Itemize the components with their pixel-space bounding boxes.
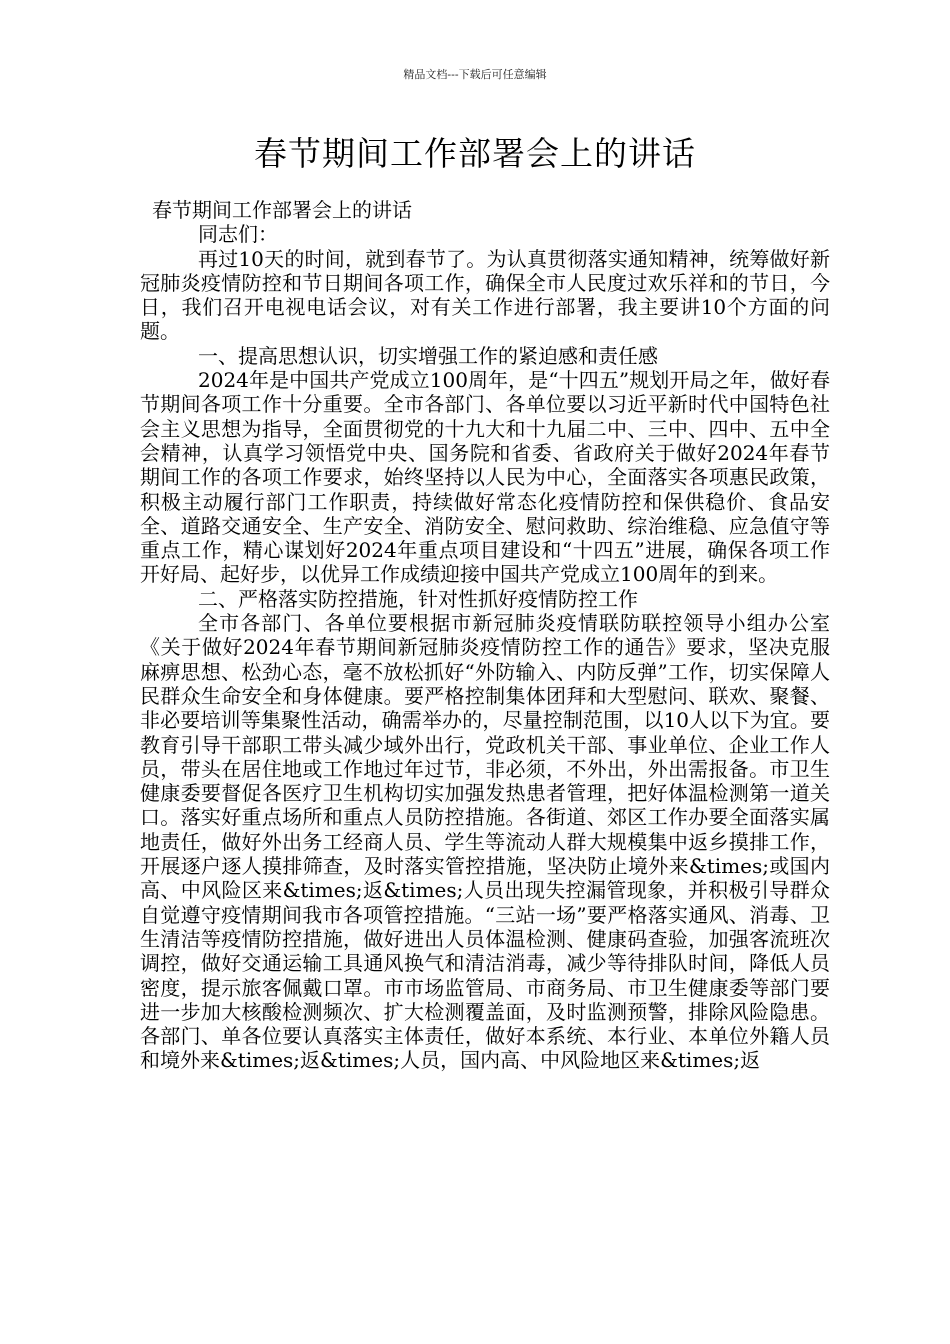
- header-note: 精品文档---下载后可任意编辑: [403, 68, 547, 81]
- paragraph-section-2: 全市各部门、各单位要根据市新冠肺炎疫情联防联控领导小组办公室《关于做好2024年春节期间新冠肺炎疫情防控工作的通告》要求，坚决克服麻痹思想、松劲心态，毫不放松抓好“外防输入、内防反弹”工作，切实保障人民群众生命安全和身体健康。要严格控制集体团拜和大型慰问、联欢、聚餐、非必要培训等集聚性活动，确需举办的，尽量控制范围，以10人以下为宜。要教育引导干部职工带头减少域外出行，党政机关干部、事业单位、企业工作人员，带头在居住地或工作地过年过节，非必须，不外出，外出需报备。市卫生健康委要督促各医疗卫生机构切实加强发热患者管理，把好体温检测第一道关口。落实好重点场所和重点人员防控措施。各街道、郊区工作办要全面落实属地责任，做好外出务工经商人员、学生等流动人群大规模集中返乡摸排工作，开展逐户逐人摸排筛查，及时落实管控措施，坚决防止境外来&times;或国内高、中风险区来&times;返&times;人员出现失控漏管现象，并积极引导群众自觉遵守疫情期间我市各项管控措施。“三站一场”要严格落实通风、消毒、卫生清洁等疫情防控措施，做好进出人员体温检测、健康码查验，加强客流班次调控，做好交通运输工具通风换气和清洁消毒，减少等待排队时间，降低人员密度，提示旅客佩戴口罩。市市场监管局、市商务局、市卫生健康委等部门要进一步加大核酸检测频次、扩大检测覆盖面，及时监测预警，排除风险隐患。各部门、单各位要认真落实主体责任，做好本系统、本行业、本单位外籍人员和境外来&times;返&times;人员，国内高、中风险地区来&times;返: [140, 611, 830, 1073]
- document-title: 春节期间工作部署会上的讲话: [254, 134, 696, 173]
- paragraph-section-1: 2024年是中国共产党成立100周年，是“十四五”规划开局之年，做好春节期间各项工作十分重要。全市各部门、各单位要以习近平新时代中国特色社会主义思想为指导，全面贯彻党的十九大和十九届二中、三中、四中、五中全会精神，认真学习领悟党中央、国务院和省委、省政府关于做好2024年春节期间工作的各项工作要求，始终坚持以人民为中心，全面落实各项惠民政策，积极主动履行部门工作职责，持续做好常态化疫情防控和保供稳价、食品安全、道路交通安全、生产安全、消防安全、慰问救助、综治维稳、应急值守等重点工作，精心谋划好2024年重点项目建设和“十四五”进展，确保各项工作开好局、起好步，以优异工作成绩迎接中国共产党成立100周年的到来。: [140, 368, 830, 587]
- section-heading-1: 一、提高思想认识，切实增强工作的紧迫感和责任感: [198, 343, 658, 368]
- document-subtitle: 春节期间工作部署会上的讲话: [152, 198, 412, 222]
- document-body: [140, 198, 830, 1073]
- section-heading-2: 二、严格落实防控措施，针对性抓好疫情防控工作: [198, 586, 638, 611]
- salutation: 同志们：: [198, 222, 278, 247]
- paragraph-intro: 再过10天的时间，就到春节了。为认真贯彻落实通知精神，统筹做好新冠肺炎疫情防控和节日期间各项工作，确保全市人民度过欢乐祥和的节日，今日，我们召开电视电话会议，对有关工作进行部署，我主要讲10个方面的问题。: [140, 246, 830, 344]
